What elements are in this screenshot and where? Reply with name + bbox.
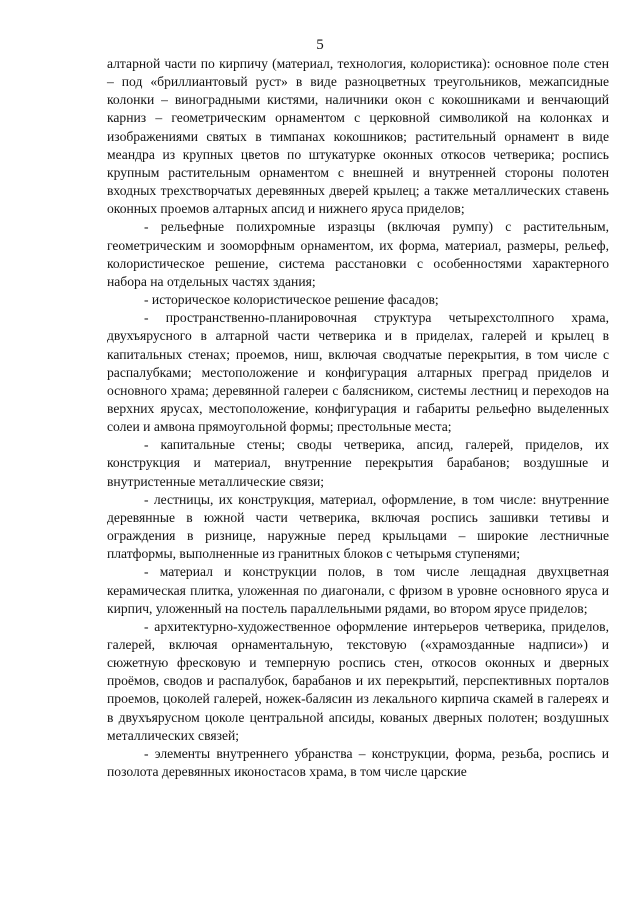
paragraph-spatial-structure: - пространственно-планировочная структура четырехстолпного храма, двухъярусного в алтарной части четверика и в приделах, галерей и крылец в капитальных стенах; проемов, ниш, включая сводчатые перекрытия, в том числе с распалубками; местоположение и конфигурация алтарных преград приделов и основного храма; деревянной галереи с балясником, системы лестниц и переходов на верхних ярусах, местоположение, конфигурация и габариты рельефно выделенных солеи и амвона прямоугольной формы; престольные места; <box>107 310 609 435</box>
paragraph-stairs: - лестницы, их конструкция, материал, оформление, в том числе: внутренние деревянные в южной части четверика, включая роспись зашивки тетивы и ограждения в ризнице, наружные перед крыльцами – широкие лестничные платформы, выполненные из гранитных блоков с четырьмя ступенями; <box>107 491 609 562</box>
document-body <box>107 55 609 781</box>
paragraph-continuation: алтарной части по кирпичу (материал, технология, колористика): основное поле стен – под «бриллиантовый руст» в виде разноцветных треугольников, межапсидные колонки – виноградными кистями, наличники окон с кокошниками и венчающий карниз – геометрическим орнаментом с церковной символикой на колонках и изображениями святых в тимпанах кокошников; растительный орнамент в виде меандра из крупных цветов по штукатурке оконных откосов четверика; роспись крупным растительным орнаментом с внешней и внутренней стороны полотен входных трехстворчатых деревянных дверей крылец; а также металлических ставень оконных проемов алтарных апсид и нижнего яруса приделов; <box>107 56 609 217</box>
paragraph-facade-colors: - историческое колористическое решение фасадов; <box>144 292 439 308</box>
paragraph-iconostasis: - элементы внутреннего убранства – конструкции, форма, резьба, роспись и позолота деревянных иконостасов храма, в том числе царские <box>107 745 609 780</box>
paragraph-floors: - материал и конструкции полов, в том числе лещадная двухцветная керамическая плитка, уложенная по диагонали, с фризом в уровне основного яруса и кирпич, уложенный на постель параллельными рядами, во втором ярусе приделов; <box>107 564 609 616</box>
paragraph-walls-vaults: - капитальные стены; своды четверика, апсид, галерей, приделов, их конструкция и материал, внутренние перекрытия барабанов; воздушные и внутристенные металлические связи; <box>107 437 609 489</box>
page-number: 5 <box>316 37 324 53</box>
paragraph-tiles: - рельефные полихромные изразцы (включая румпу) с растительным, геометрическим и зооморфным орнаментом, их форма, материал, размеры, рельеф, колористическое решение, система расстановки с особенностями характерного набора на отдельных частях здания; <box>107 219 609 289</box>
paragraph-interior-decoration: - архитектурно-художественное оформление интерьеров четверика, приделов, галерей, включая орнаментальную, текстовую («храмозданные надписи») и сюжетную фресковую и темперную роспись стен, откосов оконных и дверных проёмов, сводов и распалубок, барабанов и их перекрытий, перспективных порталов проемов, цоколей галерей, ножек-балясин из лекального кирпича скамей в галереях и в двухъярусном цоколе центральной апсиды, кованых дверных полотен; воздушных металлических связей; <box>107 618 609 743</box>
